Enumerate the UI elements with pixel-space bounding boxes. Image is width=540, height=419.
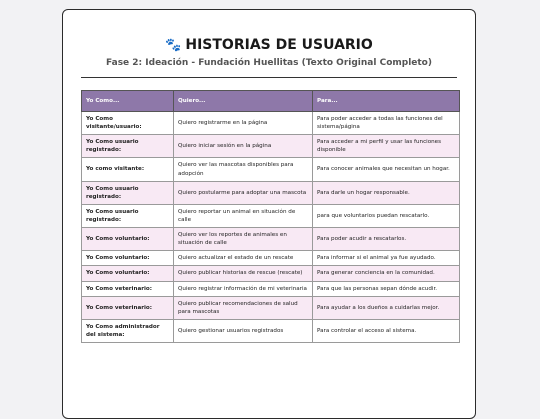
- table-row: [82, 181, 460, 204]
- want-cell: Quiero registrarme en la página: [174, 112, 313, 135]
- table-row: [82, 266, 460, 281]
- header-want: Quiero...: [174, 91, 313, 112]
- table-row: [82, 251, 460, 266]
- user-stories-table: [81, 90, 460, 343]
- role-cell: Yo Como veterinario:: [82, 296, 174, 319]
- document-card: [62, 9, 476, 419]
- role-cell: Yo Como voluntario:: [82, 266, 174, 281]
- page-title-text: HISTORIAS DE USUARIO: [185, 37, 373, 53]
- table-row: [82, 112, 460, 135]
- role-cell: Yo Como voluntario:: [82, 251, 174, 266]
- table-row: [82, 281, 460, 296]
- purpose-cell: Para que las personas sepan dónde acudir.: [313, 281, 460, 296]
- want-cell: Quiero actualizar el estado de un rescate: [174, 251, 313, 266]
- purpose-cell: Para darle un hogar responsable.: [313, 181, 460, 204]
- want-cell: Quiero ver los reportes de animales en situación de calle: [174, 228, 313, 251]
- role-cell: Yo Como visitante/usuario:: [82, 112, 174, 135]
- want-cell: Quiero registrar información de mi veterinaria: [174, 281, 313, 296]
- want-cell: Quiero postularme para adoptar una mascota: [174, 181, 313, 204]
- want-cell: Quiero publicar historias de rescue (rescate): [174, 266, 313, 281]
- table-row: [82, 296, 460, 319]
- want-cell: Quiero publicar recomendaciones de salud para mascotas: [174, 296, 313, 319]
- role-cell: Yo como visitante:: [82, 158, 174, 181]
- table-row: [82, 158, 460, 181]
- role-cell: Yo Como usuario registrado:: [82, 204, 174, 227]
- page-title: [63, 37, 475, 53]
- role-cell: Yo Como usuario registrado:: [82, 181, 174, 204]
- header-purpose: Para...: [313, 91, 460, 112]
- purpose-cell: Para informar si el animal ya fue ayudado.: [313, 251, 460, 266]
- purpose-cell: Para conocer animales que necesitan un hogar.: [313, 158, 460, 181]
- table-header-row: [82, 91, 460, 112]
- role-cell: Yo Como administrador del sistema:: [82, 319, 174, 342]
- divider: [81, 77, 457, 78]
- want-cell: Quiero ver las mascotas disponibles para adopción: [174, 158, 313, 181]
- want-cell: Quiero reportar un animal en situación de calle: [174, 204, 313, 227]
- purpose-cell: Para ayudar a los dueños a cuidarlas mejor.: [313, 296, 460, 319]
- page-subtitle: Fase 2: Ideación - Fundación Huellitas (Texto Original Completo): [106, 58, 432, 68]
- table-row: [82, 135, 460, 158]
- want-cell: Quiero gestionar usuarios registrados: [174, 319, 313, 342]
- purpose-cell: Para poder acudir a rescatarlos.: [313, 228, 460, 251]
- purpose-cell: Para acceder a mi perfil y usar las funciones disponible: [313, 135, 460, 158]
- paw-prints-icon: 🐾: [165, 38, 182, 53]
- table-row: [82, 228, 460, 251]
- role-cell: Yo Como usuario registrado:: [82, 135, 174, 158]
- role-cell: Yo Como veterinario:: [82, 281, 174, 296]
- want-cell: Quiero iniciar sesión en la página: [174, 135, 313, 158]
- table-row: [82, 204, 460, 227]
- role-cell: Yo Como voluntario:: [82, 228, 174, 251]
- purpose-cell: Para generar conciencia en la comunidad.: [313, 266, 460, 281]
- purpose-cell: para que voluntarios puedan rescatarlo.: [313, 204, 460, 227]
- purpose-cell: Para poder acceder a todas las funciones del sistema/página: [313, 112, 460, 135]
- purpose-cell: Para controlar el acceso al sistema.: [313, 319, 460, 342]
- header-role: Yo Como...: [82, 91, 174, 112]
- table-row: [82, 319, 460, 342]
